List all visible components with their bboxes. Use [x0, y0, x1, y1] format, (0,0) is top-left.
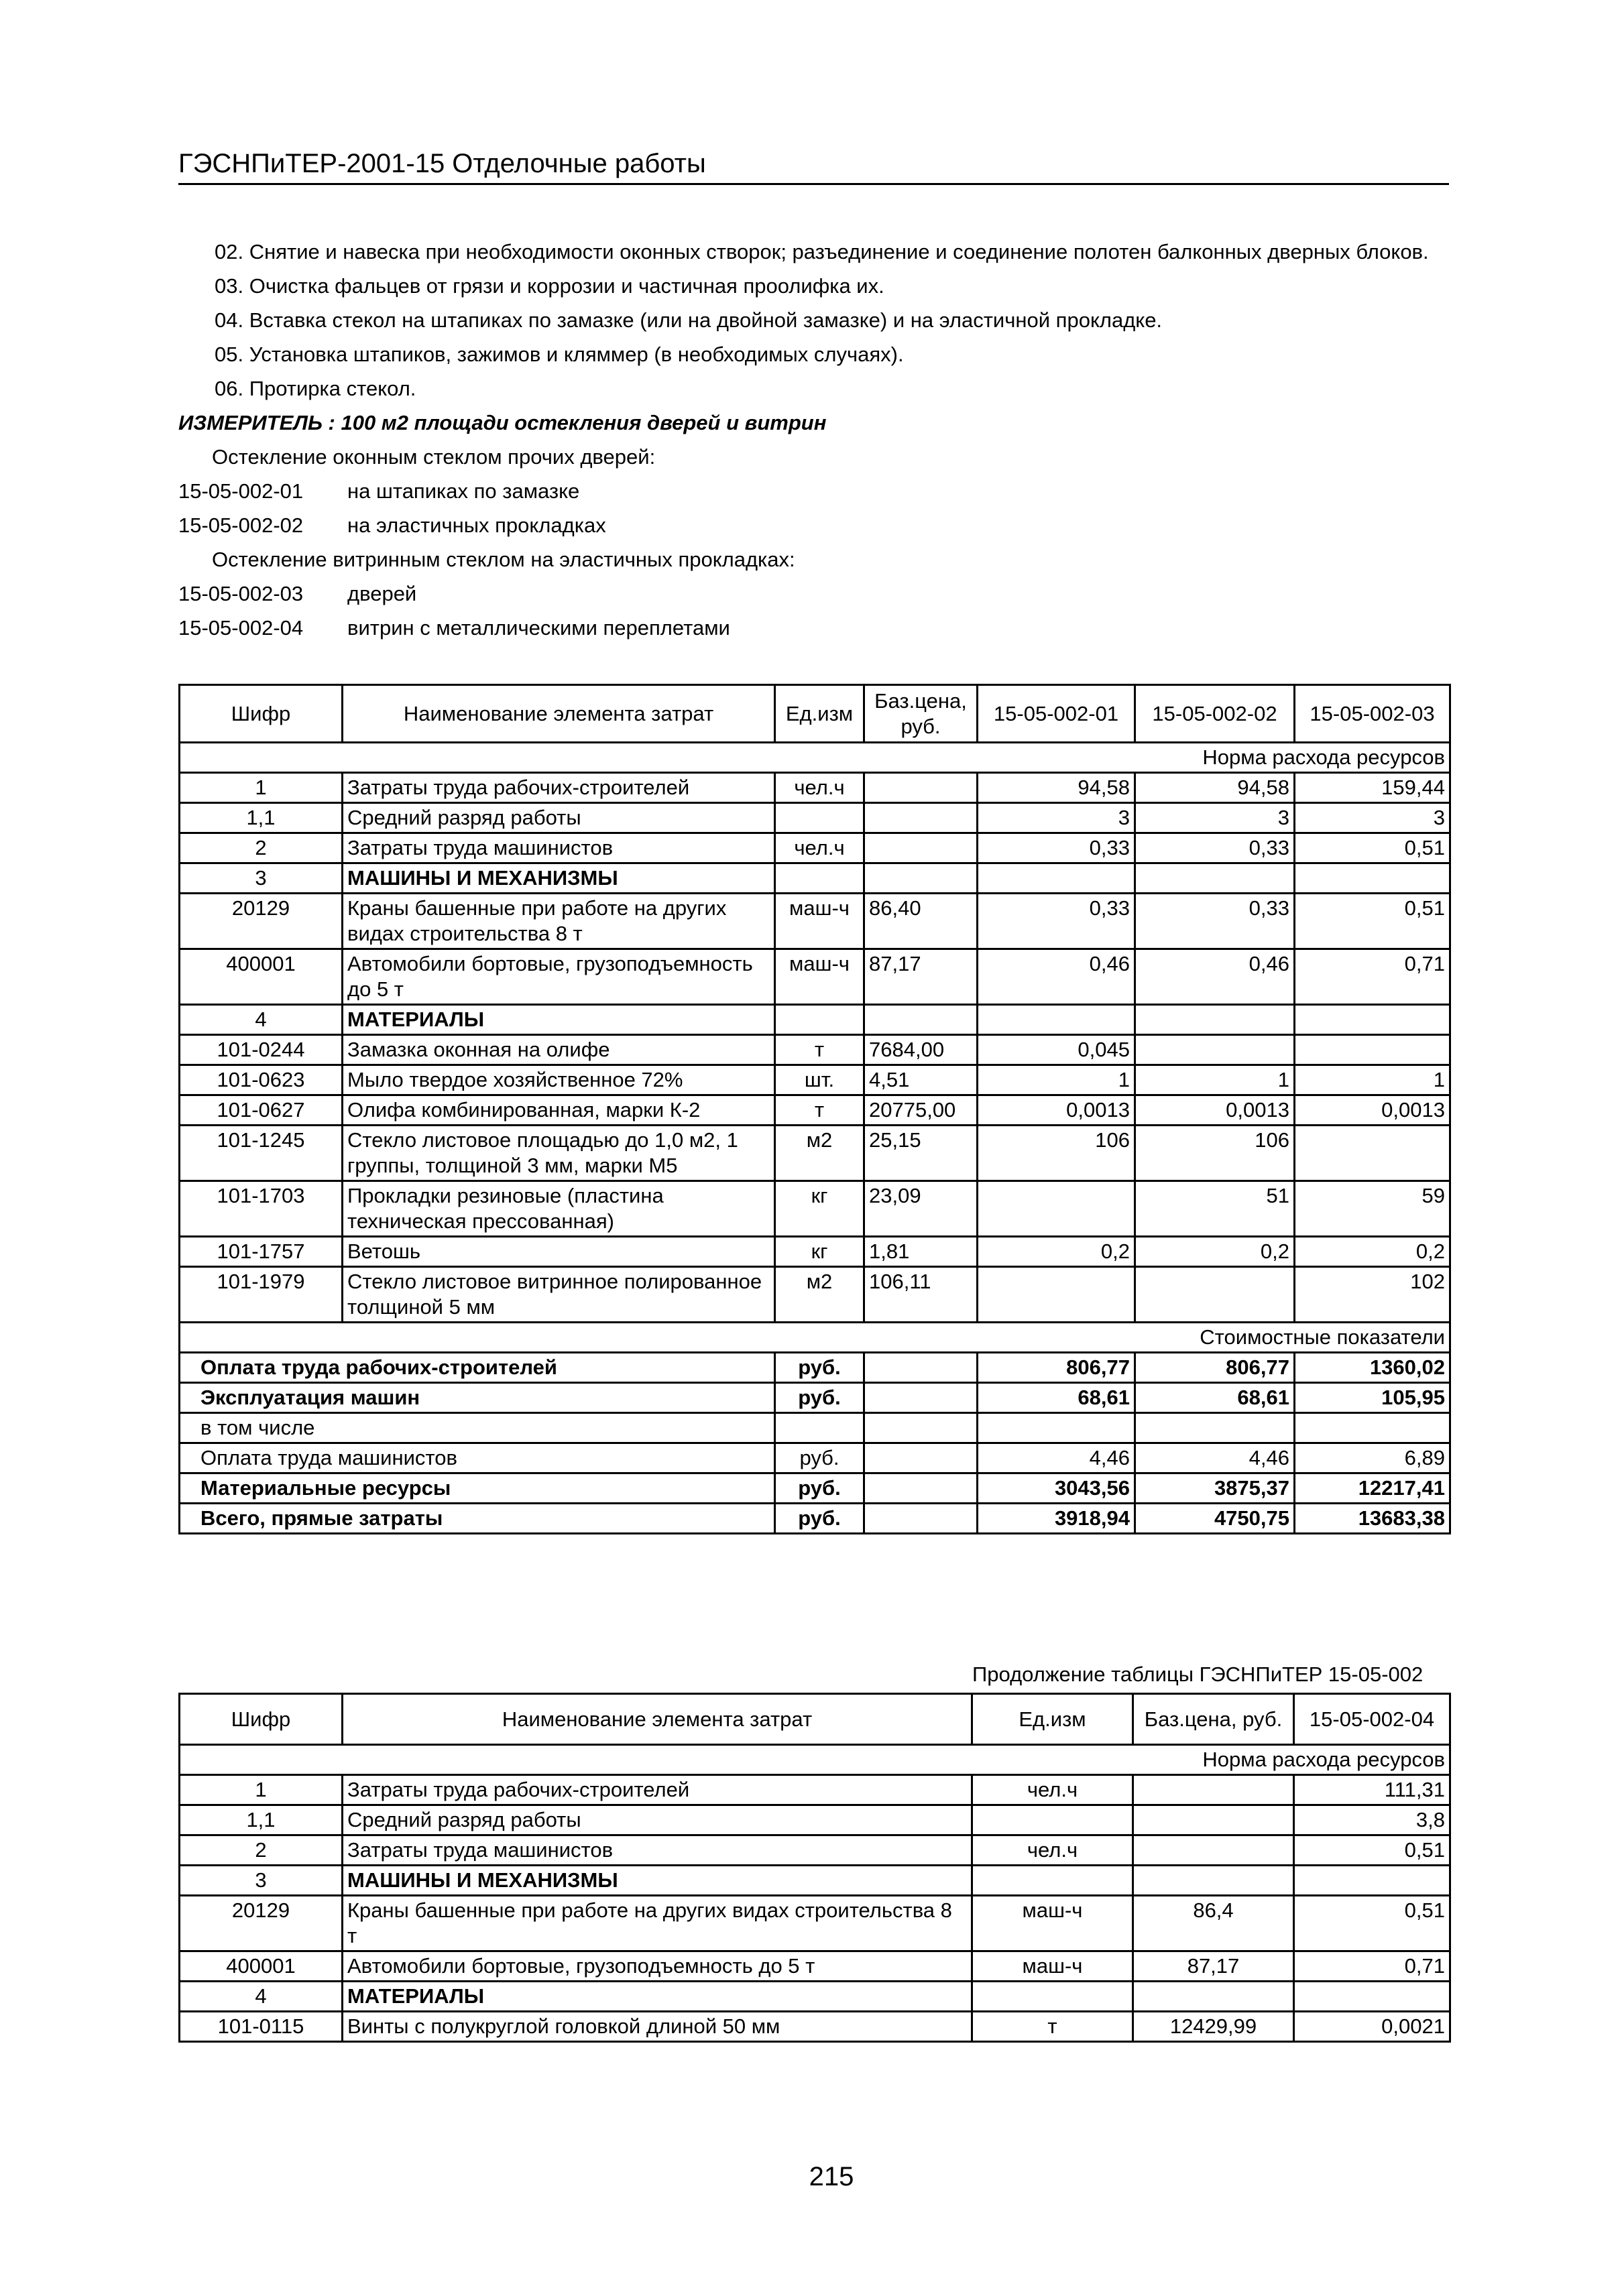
group-heading-2: Остекление витринным стеклом на эластичных прокладках: — [212, 548, 795, 571]
cost-name: Оплата труда рабочих-строителей — [180, 1353, 775, 1383]
cell-norm-02: 1 — [1135, 1065, 1295, 1095]
cell-unit: кг — [775, 1237, 864, 1267]
cost-unit: руб. — [775, 1443, 864, 1473]
norm-label-row — [180, 743, 1450, 773]
cell-name: МАШИНЫ И МЕХАНИЗМЫ — [343, 863, 775, 894]
cost-row — [180, 1413, 1450, 1443]
cost-value-03: 1360,02 — [1295, 1353, 1450, 1383]
cell-price: 4,51 — [864, 1065, 978, 1095]
cost-row — [180, 1383, 1450, 1413]
cell-price — [1133, 1805, 1294, 1835]
table-row — [180, 894, 1450, 949]
cell-norm-01: 106 — [978, 1126, 1135, 1181]
cell-code: 101-1757 — [180, 1237, 343, 1267]
norm-label-row — [180, 1745, 1450, 1775]
cost-value-02: 806,77 — [1135, 1353, 1295, 1383]
table-row — [180, 1982, 1450, 2012]
cell-norm-03: 0,71 — [1295, 949, 1450, 1005]
cell-unit: т — [775, 1035, 864, 1065]
cell-norm-02: 0,46 — [1135, 949, 1295, 1005]
cost-price — [864, 1383, 978, 1413]
cell-norm-02: 51 — [1135, 1181, 1295, 1237]
cell-name: Винты с полукруглой головкой длиной 50 мм — [343, 2012, 972, 2042]
item-name: витрин с металлическими переплетами — [347, 616, 730, 640]
cell-unit: маш-ч — [775, 894, 864, 949]
table-row — [180, 1866, 1450, 1896]
cost-value-01: 68,61 — [978, 1383, 1135, 1413]
table-row — [180, 773, 1450, 803]
item-row — [178, 508, 1439, 542]
cost-value-02: 3875,37 — [1135, 1473, 1295, 1504]
table-row — [180, 1005, 1450, 1035]
cost-value-02: 4,46 — [1135, 1443, 1295, 1473]
table-row — [180, 1035, 1450, 1065]
cell-unit: маш-ч — [972, 1896, 1133, 1951]
cell-price: 106,11 — [864, 1267, 978, 1323]
resource-table-continued — [178, 1693, 1451, 2043]
step-05: 05. Установка штапиков, зажимов и кляммер (в необходимых случаях). — [215, 343, 904, 366]
cell-norm-01: 1 — [978, 1065, 1135, 1095]
cell-norm-04: 0,51 — [1294, 1896, 1450, 1951]
cell-norm-04 — [1294, 1866, 1450, 1896]
cell-code: 101-1245 — [180, 1126, 343, 1181]
cell-name: МАТЕРИАЛЫ — [343, 1982, 972, 2012]
cell-norm-03: 0,2 — [1295, 1237, 1450, 1267]
measurement-unit: ИЗМЕРИТЕЛЬ : 100 м2 площади остекления дверей и витрин — [178, 411, 827, 434]
table-row — [180, 949, 1450, 1005]
table-row — [180, 1896, 1450, 1951]
step-06: 06. Протирка стекол. — [215, 377, 416, 400]
col-header-norm-04: 15-05-002-04 — [1294, 1694, 1450, 1745]
cell-code: 101-0623 — [180, 1065, 343, 1095]
cell-norm-02: 0,0013 — [1135, 1095, 1295, 1126]
cell-norm-02: 3 — [1135, 803, 1295, 833]
cell-code: 400001 — [180, 949, 343, 1005]
cell-price: 1,81 — [864, 1237, 978, 1267]
cell-name: Стекло листовое витринное полированное толщиной 5 мм — [343, 1267, 775, 1323]
cost-name: Материальные ресурсы — [180, 1473, 775, 1504]
cell-price — [864, 863, 978, 894]
cost-value-03: 13683,38 — [1295, 1504, 1450, 1534]
cell-name: Замазка оконная на олифе — [343, 1035, 775, 1065]
table-row — [180, 1126, 1450, 1181]
col-header-code: Шифр — [180, 1694, 343, 1745]
cost-value-01: 3918,94 — [978, 1504, 1135, 1534]
table-row — [180, 1805, 1450, 1835]
cost-name: Оплата труда машинистов — [180, 1443, 775, 1473]
cell-code: 4 — [180, 1982, 343, 2012]
cell-price: 12429,99 — [1133, 2012, 1294, 2042]
cell-unit: маш-ч — [972, 1951, 1133, 1982]
cell-price: 87,17 — [864, 949, 978, 1005]
cell-norm-03: 1 — [1295, 1065, 1450, 1095]
cell-price — [864, 833, 978, 863]
cell-code: 1 — [180, 1775, 343, 1805]
cell-code: 2 — [180, 1835, 343, 1866]
cell-code: 3 — [180, 863, 343, 894]
cost-name: Всего, прямые затраты — [180, 1504, 775, 1534]
cell-code: 101-0627 — [180, 1095, 343, 1126]
cell-unit — [775, 1005, 864, 1035]
cost-row — [180, 1443, 1450, 1473]
cell-name: Стекло листовое площадью до 1,0 м2, 1 группы, толщиной 3 мм, марки М5 — [343, 1126, 775, 1181]
cost-value-03 — [1295, 1413, 1450, 1443]
cost-unit: руб. — [775, 1353, 864, 1383]
cell-norm-01: 0,33 — [978, 833, 1135, 863]
table-row — [180, 1775, 1450, 1805]
cell-price: 23,09 — [864, 1181, 978, 1237]
table-row — [180, 2012, 1450, 2042]
cost-value-02: 4750,75 — [1135, 1504, 1295, 1534]
cell-code: 1,1 — [180, 803, 343, 833]
cell-unit: чел.ч — [775, 773, 864, 803]
cell-price: 25,15 — [864, 1126, 978, 1181]
cell-name: Олифа комбинированная, марки К-2 — [343, 1095, 775, 1126]
cell-norm-03 — [1295, 1035, 1450, 1065]
cell-unit: т — [775, 1095, 864, 1126]
cell-code: 1,1 — [180, 1805, 343, 1835]
step-02: 02. Снятие и навеска при необходимости оконных створок; разъединение и соединение полотен балконных дверных блоков. — [215, 240, 1429, 263]
cell-norm-01 — [978, 1267, 1135, 1323]
cell-norm-01: 3 — [978, 803, 1135, 833]
item-code: 15-05-002-02 — [178, 513, 304, 537]
cell-norm-04: 0,51 — [1294, 1835, 1450, 1866]
cell-norm-03: 102 — [1295, 1267, 1450, 1323]
cell-name: Ветошь — [343, 1237, 775, 1267]
norm-label: Норма расхода ресурсов — [180, 1745, 1450, 1775]
cell-name: МАШИНЫ И МЕХАНИЗМЫ — [343, 1866, 972, 1896]
cell-price: 87,17 — [1133, 1951, 1294, 1982]
item-row — [178, 577, 1439, 611]
cell-norm-03 — [1295, 863, 1450, 894]
col-header-norm-02: 15-05-002-02 — [1135, 685, 1295, 743]
item-name: на эластичных прокладках — [347, 513, 606, 537]
group-heading-1: Остекление оконным стеклом прочих дверей: — [212, 445, 656, 469]
table-row — [180, 1835, 1450, 1866]
resource-table — [178, 684, 1451, 1534]
cost-unit: руб. — [775, 1383, 864, 1413]
cost-unit: руб. — [775, 1504, 864, 1534]
cell-norm-03: 3 — [1295, 803, 1450, 833]
cell-norm-04 — [1294, 1982, 1450, 2012]
cell-norm-02 — [1135, 1035, 1295, 1065]
cell-name: Автомобили бортовые, грузоподъемность до 5 т — [343, 1951, 972, 1982]
cell-unit — [972, 1982, 1133, 2012]
table-row — [180, 803, 1450, 833]
cell-norm-01 — [978, 1005, 1135, 1035]
cost-value-03: 6,89 — [1295, 1443, 1450, 1473]
col-header-name: Наименование элемента затрат — [343, 685, 775, 743]
cell-unit — [972, 1805, 1133, 1835]
cell-unit: шт. — [775, 1065, 864, 1095]
cost-price — [864, 1473, 978, 1504]
cell-norm-02: 0,33 — [1135, 894, 1295, 949]
cell-name: МАТЕРИАЛЫ — [343, 1005, 775, 1035]
table-row — [180, 1237, 1450, 1267]
cell-norm-02 — [1135, 1005, 1295, 1035]
cell-norm-04: 3,8 — [1294, 1805, 1450, 1835]
work-description — [178, 235, 1439, 645]
cell-price — [864, 803, 978, 833]
cell-unit: т — [972, 2012, 1133, 2042]
col-header-price: Баз.цена, руб. — [1133, 1694, 1294, 1745]
cost-value-01: 4,46 — [978, 1443, 1135, 1473]
cell-code: 3 — [180, 1866, 343, 1896]
cost-price — [864, 1504, 978, 1534]
cell-price: 86,40 — [864, 894, 978, 949]
item-code: 15-05-002-03 — [178, 582, 304, 605]
item-code: 15-05-002-01 — [178, 479, 304, 503]
cell-price — [864, 1005, 978, 1035]
cost-value-02: 68,61 — [1135, 1383, 1295, 1413]
cell-price — [1133, 1982, 1294, 2012]
cell-unit: чел.ч — [775, 833, 864, 863]
cost-row — [180, 1473, 1450, 1504]
cell-unit — [775, 803, 864, 833]
cell-norm-01: 0,045 — [978, 1035, 1135, 1065]
cell-norm-03: 0,0013 — [1295, 1095, 1450, 1126]
cell-code: 400001 — [180, 1951, 343, 1982]
cell-norm-02: 0,2 — [1135, 1237, 1295, 1267]
item-row — [178, 474, 1439, 508]
cell-norm-02 — [1135, 1267, 1295, 1323]
cost-value-01 — [978, 1413, 1135, 1443]
cell-name: Средний разряд работы — [343, 1805, 972, 1835]
cell-norm-04: 0,0021 — [1294, 2012, 1450, 2042]
cell-code: 101-1979 — [180, 1267, 343, 1323]
cost-row — [180, 1504, 1450, 1534]
cell-code: 1 — [180, 773, 343, 803]
cell-norm-02: 94,58 — [1135, 773, 1295, 803]
step-04: 04. Вставка стекол на штапиках по замазке (или на двойной замазке) и на эластичной прокладке. — [215, 308, 1163, 332]
item-name: на штапиках по замазке — [347, 479, 580, 503]
cost-value-03: 105,95 — [1295, 1383, 1450, 1413]
cell-name: Затраты труда рабочих-строителей — [343, 1775, 972, 1805]
cost-row — [180, 1353, 1450, 1383]
cost-label-row — [180, 1323, 1450, 1353]
cell-name: Автомобили бортовые, грузоподъемность до 5 т — [343, 949, 775, 1005]
table-row — [180, 1181, 1450, 1237]
cost-unit — [775, 1413, 864, 1443]
cost-label: Стоимостные показатели — [180, 1323, 1450, 1353]
table-row — [180, 863, 1450, 894]
cost-name: в том числе — [180, 1413, 775, 1443]
cell-unit: м2 — [775, 1126, 864, 1181]
item-name: дверей — [347, 582, 417, 605]
cell-code: 20129 — [180, 894, 343, 949]
cell-norm-01: 0,0013 — [978, 1095, 1135, 1126]
cost-price — [864, 1443, 978, 1473]
cell-norm-01: 0,33 — [978, 894, 1135, 949]
norm-label: Норма расхода ресурсов — [180, 743, 1450, 773]
cell-name: Прокладки резиновые (пластина техническая прессованная) — [343, 1181, 775, 1237]
table-row — [180, 1065, 1450, 1095]
cost-value-01: 3043,56 — [978, 1473, 1135, 1504]
cell-unit — [972, 1866, 1133, 1896]
cell-norm-01 — [978, 1181, 1135, 1237]
cell-price: 86,4 — [1133, 1896, 1294, 1951]
table-row — [180, 833, 1450, 863]
cell-price — [1133, 1866, 1294, 1896]
cell-name: Краны башенные при работе на других видах строительства 8 т — [343, 1896, 972, 1951]
cell-code: 101-1703 — [180, 1181, 343, 1237]
page-header: ГЭСНПиТЕР-2001-15 Отделочные работы — [178, 149, 1449, 185]
cell-norm-03 — [1295, 1005, 1450, 1035]
cell-unit — [775, 863, 864, 894]
cell-norm-03 — [1295, 1126, 1450, 1181]
cell-price — [1133, 1835, 1294, 1866]
cell-name: Затраты труда машинистов — [343, 1835, 972, 1866]
cell-name: Мыло твердое хозяйственное 72% — [343, 1065, 775, 1095]
item-row — [178, 611, 1439, 645]
cell-name: Средний разряд работы — [343, 803, 775, 833]
cell-norm-04: 0,71 — [1294, 1951, 1450, 1982]
cost-unit: руб. — [775, 1473, 864, 1504]
col-header-norm-03: 15-05-002-03 — [1295, 685, 1450, 743]
cell-norm-02: 106 — [1135, 1126, 1295, 1181]
cost-price — [864, 1353, 978, 1383]
cell-norm-01: 0,46 — [978, 949, 1135, 1005]
cell-norm-03: 159,44 — [1295, 773, 1450, 803]
cell-norm-04: 111,31 — [1294, 1775, 1450, 1805]
col-header-unit: Ед.изм — [775, 685, 864, 743]
col-header-norm-01: 15-05-002-01 — [978, 685, 1135, 743]
cell-norm-03: 0,51 — [1295, 833, 1450, 863]
cell-norm-02 — [1135, 863, 1295, 894]
table-row — [180, 1951, 1450, 1982]
cell-norm-03: 59 — [1295, 1181, 1450, 1237]
item-code: 15-05-002-04 — [178, 616, 304, 640]
col-header-price: Баз.цена, руб. — [864, 685, 978, 743]
cost-value-01: 806,77 — [978, 1353, 1135, 1383]
cell-norm-01 — [978, 863, 1135, 894]
cell-name: Затраты труда рабочих-строителей — [343, 773, 775, 803]
col-header-code: Шифр — [180, 685, 343, 743]
cell-norm-01: 94,58 — [978, 773, 1135, 803]
cost-value-02 — [1135, 1413, 1295, 1443]
continuation-title: Продолжение таблицы ГЭСНПиТЕР 15-05-002 — [972, 1663, 1424, 1686]
cell-unit: кг — [775, 1181, 864, 1237]
cell-price — [1133, 1775, 1294, 1805]
cell-unit: маш-ч — [775, 949, 864, 1005]
cell-norm-03: 0,51 — [1295, 894, 1450, 949]
step-03: 03. Очистка фальцев от грязи и коррозии и частичная проолифка их. — [215, 274, 884, 298]
cell-code: 20129 — [180, 1896, 343, 1951]
cell-price — [864, 773, 978, 803]
page-number: 215 — [809, 2162, 854, 2191]
cost-price — [864, 1413, 978, 1443]
table-row — [180, 1095, 1450, 1126]
cell-code: 101-0115 — [180, 2012, 343, 2042]
cell-code: 2 — [180, 833, 343, 863]
col-header-unit: Ед.изм — [972, 1694, 1133, 1745]
cell-code: 101-0244 — [180, 1035, 343, 1065]
cell-name: Затраты труда машинистов — [343, 833, 775, 863]
cell-price: 7684,00 — [864, 1035, 978, 1065]
cell-unit: м2 — [775, 1267, 864, 1323]
table-row — [180, 1267, 1450, 1323]
cost-name: Эксплуатация машин — [180, 1383, 775, 1413]
cell-unit: чел.ч — [972, 1775, 1133, 1805]
cell-unit: чел.ч — [972, 1835, 1133, 1866]
cell-norm-02: 0,33 — [1135, 833, 1295, 863]
cell-code: 4 — [180, 1005, 343, 1035]
cell-name: Краны башенные при работе на других видах строительства 8 т — [343, 894, 775, 949]
cell-price: 20775,00 — [864, 1095, 978, 1126]
col-header-name: Наименование элемента затрат — [343, 1694, 972, 1745]
cost-value-03: 12217,41 — [1295, 1473, 1450, 1504]
cell-norm-01: 0,2 — [978, 1237, 1135, 1267]
